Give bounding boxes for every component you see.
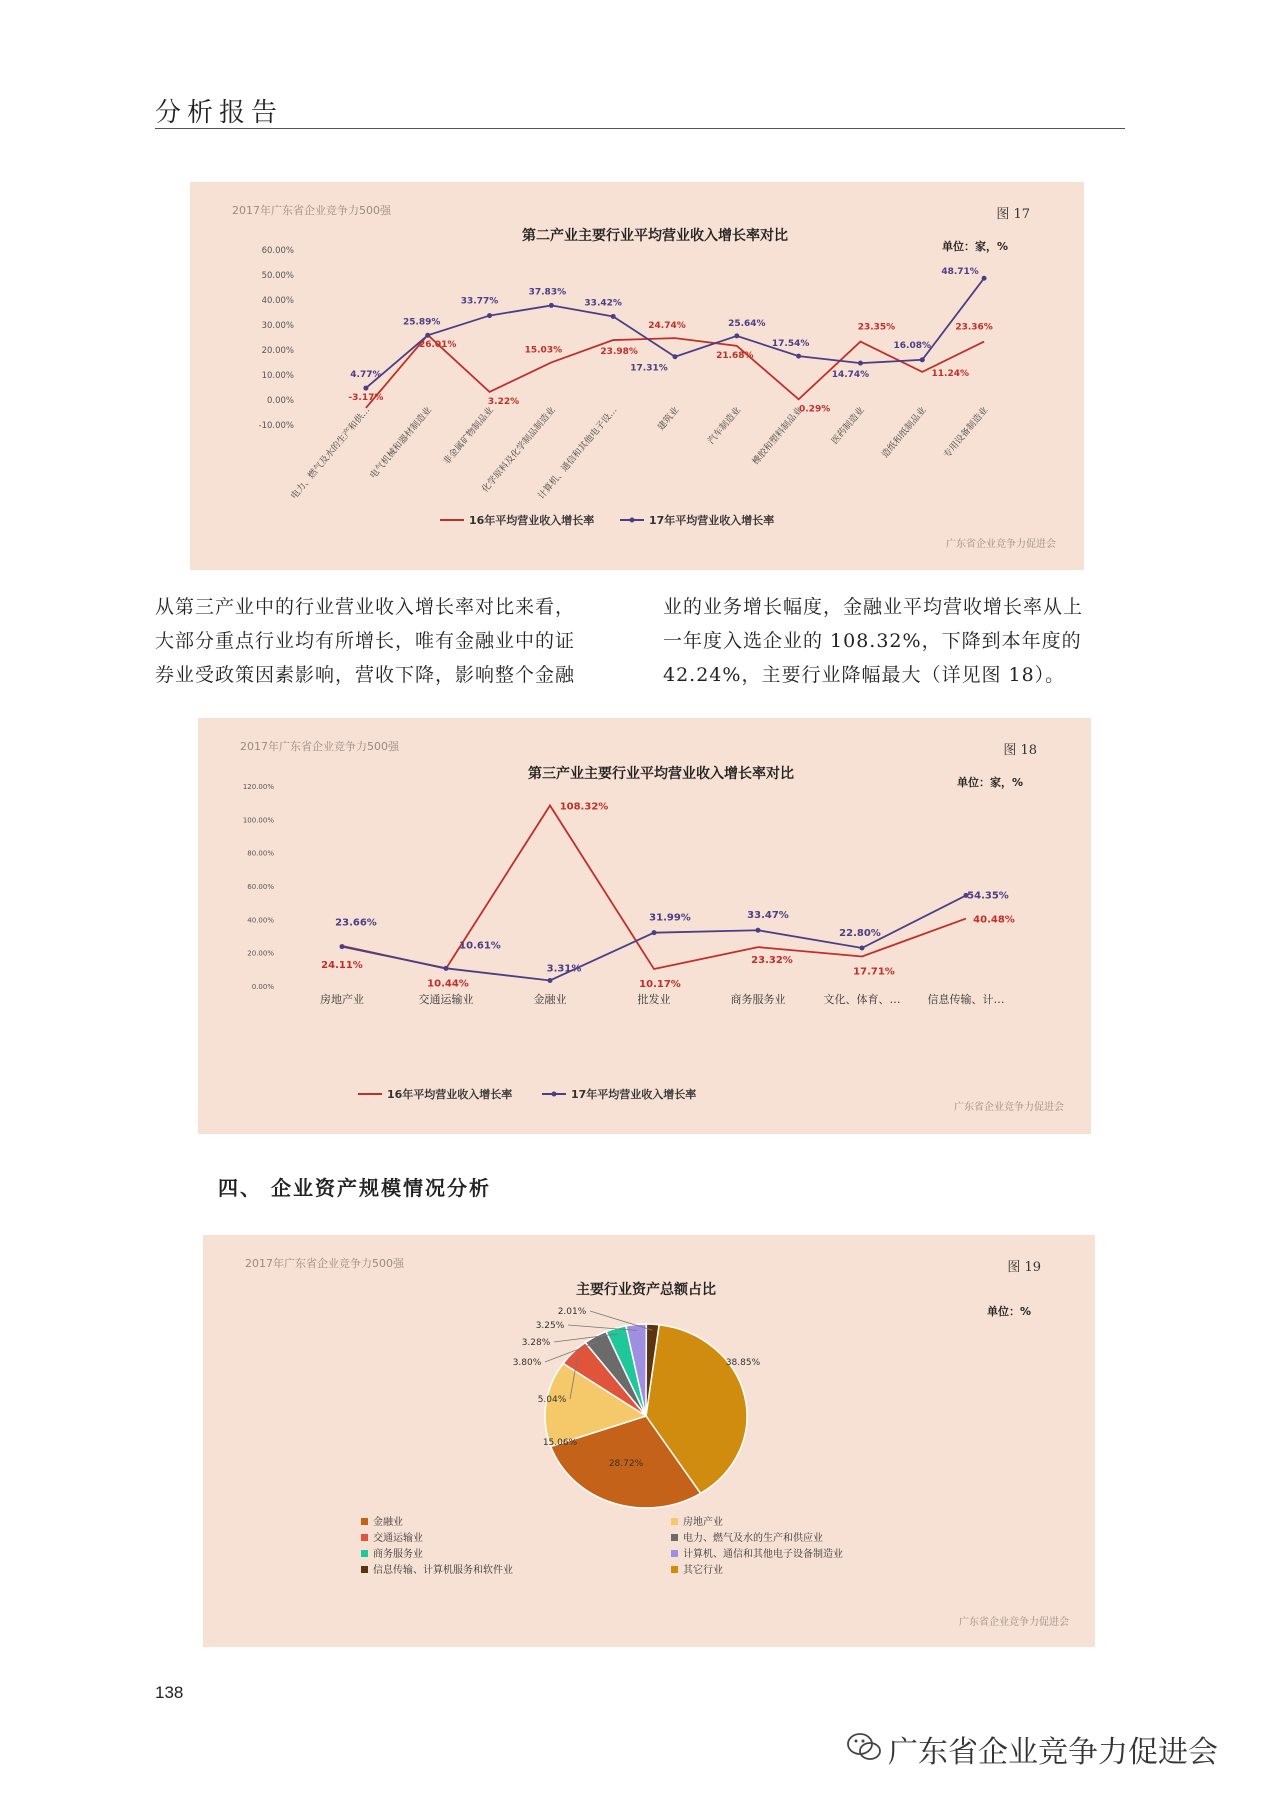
data-label: 17.71% — [853, 966, 895, 978]
x-tick-label: 非金属矿物制品业 — [441, 405, 496, 468]
legend-label: 商务服务业 — [373, 1549, 423, 1560]
body-line: 一年度入选企业的 108.32%，下降到本年度的 — [663, 630, 1082, 652]
legend-marker — [630, 518, 635, 523]
legend-label: 房地产业 — [683, 1517, 723, 1528]
pie-data-label: 38.85% — [725, 1358, 761, 1368]
data-label: 24.11% — [321, 959, 363, 971]
data-label: 11.24% — [931, 368, 970, 379]
figure-number-label: 图 17 — [996, 207, 1030, 222]
pie-data-label: 5.04% — [537, 1395, 567, 1405]
x-tick-label: 交通运输业 — [418, 993, 474, 1006]
legend-label: 其它行业 — [683, 1565, 723, 1576]
figure-19-chart — [203, 1235, 1095, 1647]
figure-number-label: 图 19 — [1007, 1260, 1041, 1275]
x-tick-label: 造纸和纸制品业 — [880, 405, 929, 461]
figure-source: 广东省企业竞争力促进会 — [954, 1102, 1064, 1113]
figure-top-label: 2017年广东省企业竞争力500强 — [232, 204, 391, 217]
legend-label: 16年平均营业收入增长率 — [387, 1088, 513, 1101]
data-label: 10.44% — [427, 978, 469, 990]
figure-number-label: 图 18 — [1003, 743, 1037, 758]
data-label: 17.31% — [630, 363, 668, 374]
legend-label: 16年平均营业收入增长率 — [469, 514, 595, 527]
legend-swatch — [671, 1534, 678, 1541]
data-label: 33.77% — [460, 296, 499, 307]
data-label: 31.99% — [649, 912, 691, 924]
figure-17-chart — [190, 182, 1084, 570]
y-tick-label: 0.00% — [251, 983, 274, 991]
series-line-16 — [366, 335, 984, 408]
y-tick-label: -10.00% — [258, 421, 294, 431]
x-tick-label: 化学原料及化学制品制造业 — [480, 405, 558, 495]
data-label: 14.74% — [831, 370, 870, 381]
legend-label: 信息传输、计算机服务和软件业 — [373, 1565, 513, 1576]
legend-swatch — [671, 1566, 678, 1573]
data-point — [652, 930, 657, 935]
data-label: 23.32% — [751, 955, 793, 967]
data-point — [444, 966, 449, 971]
data-point — [549, 303, 554, 308]
data-label: 37.83% — [528, 287, 567, 298]
data-label: -3.17% — [348, 392, 384, 403]
pie-data-label: 3.80% — [512, 1358, 542, 1368]
legend-marker — [552, 1092, 557, 1097]
data-label: 10.17% — [639, 979, 681, 991]
figure-19 — [203, 1235, 1095, 1647]
x-tick-label: 计算机、通信和其他电子设… — [536, 405, 620, 502]
page-header-title: 分析报告 — [155, 98, 284, 128]
chart-title: 第三产业主要行业平均营业收入增长率对比 — [528, 766, 794, 782]
legend-label: 交通运输业 — [373, 1533, 423, 1544]
data-label: 40.48% — [973, 914, 1015, 926]
section-heading: 四、 企业资产规模情况分析 — [218, 1176, 491, 1200]
data-point — [340, 944, 345, 949]
data-label: 25.64% — [728, 318, 766, 329]
figure-source: 广东省企业竞争力促进会 — [959, 1617, 1069, 1628]
y-tick-label: 120.00% — [242, 783, 274, 791]
data-point — [860, 946, 865, 951]
pie-data-label: 15.06% — [542, 1438, 578, 1448]
data-point — [858, 361, 863, 366]
x-tick-label: 医药制造业 — [830, 405, 867, 447]
data-point — [756, 928, 761, 933]
data-label: 48.71% — [941, 267, 979, 278]
x-tick-label: 文化、体育、… — [823, 993, 901, 1006]
body-text-left — [155, 590, 625, 692]
x-tick-label: 橡胶和塑料制品业 — [750, 405, 805, 468]
y-tick-label: 100.00% — [242, 816, 274, 825]
data-label: 108.32% — [559, 801, 609, 813]
chart-title: 主要行业资产总额占比 — [576, 1282, 716, 1298]
data-point — [796, 354, 801, 359]
chart-unit: 单位：家，% — [941, 240, 1008, 253]
y-tick-label: 10.00% — [261, 371, 294, 381]
pie-data-label: 28.72% — [608, 1459, 644, 1469]
data-point — [363, 386, 368, 391]
x-tick-label: 电气机械和器材制造业 — [368, 405, 435, 481]
x-tick-label: 汽车制造业 — [706, 405, 744, 447]
y-tick-label: 0.00% — [266, 396, 294, 406]
data-label: 33.47% — [747, 910, 789, 922]
legend-label: 电力、燃气及水的生产和供应业 — [683, 1533, 823, 1544]
data-label: 17.54% — [771, 339, 810, 350]
y-tick-label: 80.00% — [247, 849, 274, 858]
x-tick-label: 建筑业 — [656, 405, 682, 433]
pie-data-label: 3.25% — [535, 1321, 565, 1331]
legend-label: 计算机、通信和其他电子设备制造业 — [683, 1549, 843, 1560]
y-tick-label: 60.00% — [247, 883, 274, 891]
body-line: 业的业务增长幅度，金融业平均营收增长率从上 — [663, 596, 1084, 618]
pie-data-label: 2.01% — [557, 1307, 587, 1317]
data-point — [920, 357, 925, 362]
page-number: 138 — [155, 1683, 184, 1702]
pie-data-label: 3.28% — [521, 1338, 551, 1348]
figure-18-chart — [198, 718, 1091, 1134]
legend-swatch — [361, 1550, 368, 1557]
legend-label: 17年平均营业收入增长率 — [571, 1088, 697, 1101]
data-label: 3.31% — [546, 963, 582, 975]
data-label: 15.03% — [524, 345, 563, 356]
data-label: 25.89% — [402, 317, 441, 328]
data-label: 22.80% — [839, 928, 881, 939]
legend-swatch — [361, 1518, 368, 1525]
y-tick-label: 20.00% — [247, 949, 274, 958]
x-tick-label: 电力、燃气及水的生产和供… — [289, 405, 373, 502]
y-tick-label: 40.00% — [247, 916, 274, 925]
data-label: 54.35% — [967, 890, 1009, 902]
x-tick-label: 金融业 — [533, 993, 567, 1006]
chart-unit: 单位：% — [986, 1305, 1031, 1318]
legend-swatch — [671, 1518, 678, 1525]
data-point — [611, 314, 616, 319]
data-label: 23.98% — [600, 347, 638, 358]
legend-label: 金融业 — [373, 1517, 403, 1528]
body-text-right — [663, 590, 1133, 692]
data-label: 23.36% — [955, 322, 993, 333]
data-label: 23.66% — [335, 917, 377, 929]
wechat-icon — [846, 1732, 882, 1762]
y-tick-label: 40.00% — [261, 296, 294, 306]
data-label: 3.22% — [487, 396, 520, 407]
data-point — [487, 313, 492, 318]
chart-unit: 单位：家，% — [956, 776, 1023, 789]
series-line-16 — [342, 805, 966, 969]
data-point — [673, 354, 678, 359]
x-tick-label: 批发业 — [637, 993, 671, 1006]
y-tick-label: 20.00% — [261, 346, 294, 356]
body-line: 大部分重点行业均有所增长，唯有金融业中的证 — [155, 630, 576, 652]
body-line: 从第三产业中的行业营业收入增长率对比来看， — [155, 596, 576, 618]
legend-swatch — [361, 1566, 368, 1573]
legend-swatch — [671, 1550, 678, 1557]
chart-title: 第二产业主要行业平均营业收入增长率对比 — [522, 228, 788, 244]
data-label: 4.77% — [350, 370, 382, 381]
figure-17 — [190, 182, 1084, 570]
data-point — [548, 978, 553, 983]
data-label: 16.08% — [893, 340, 932, 351]
body-line: 券业受政策因素影响，营收下降，影响整个金融 — [155, 664, 576, 686]
data-label: 33.42% — [584, 298, 622, 309]
data-label: 24.74% — [648, 321, 686, 332]
data-point — [425, 333, 430, 338]
body-line: 42.24%，主要行业降幅最大（详见图 18）。 — [663, 664, 1066, 686]
data-point — [734, 333, 739, 338]
figure-top-label: 2017年广东省企业竞争力500强 — [240, 740, 399, 753]
x-tick-label: 信息传输、计… — [927, 993, 1005, 1006]
data-label: 26.01% — [418, 339, 457, 350]
header-divider — [155, 128, 1125, 129]
x-tick-label: 商务服务业 — [730, 993, 786, 1006]
data-label: 21.68% — [716, 350, 754, 361]
data-label: 23.35% — [857, 322, 896, 333]
figure-18 — [198, 718, 1091, 1134]
figure-top-label: 2017年广东省企业竞争力500强 — [245, 1257, 404, 1270]
x-tick-label: 房地产业 — [320, 993, 364, 1006]
y-tick-label: 30.00% — [261, 321, 294, 331]
figure-source: 广东省企业竞争力促进会 — [946, 539, 1056, 550]
legend-label: 17年平均营业收入增长率 — [649, 514, 775, 527]
data-label: 10.61% — [459, 940, 501, 952]
series-line-17 — [366, 278, 984, 388]
x-tick-label: 专用设备制造业 — [942, 405, 991, 461]
data-point — [982, 276, 987, 281]
legend-swatch — [361, 1534, 368, 1541]
data-label: 0.29% — [799, 404, 831, 415]
y-tick-label: 50.00% — [261, 271, 294, 281]
y-tick-label: 60.00% — [261, 246, 294, 256]
watermark-text: 广东省企业竞争力促进会 — [888, 1735, 1218, 1770]
